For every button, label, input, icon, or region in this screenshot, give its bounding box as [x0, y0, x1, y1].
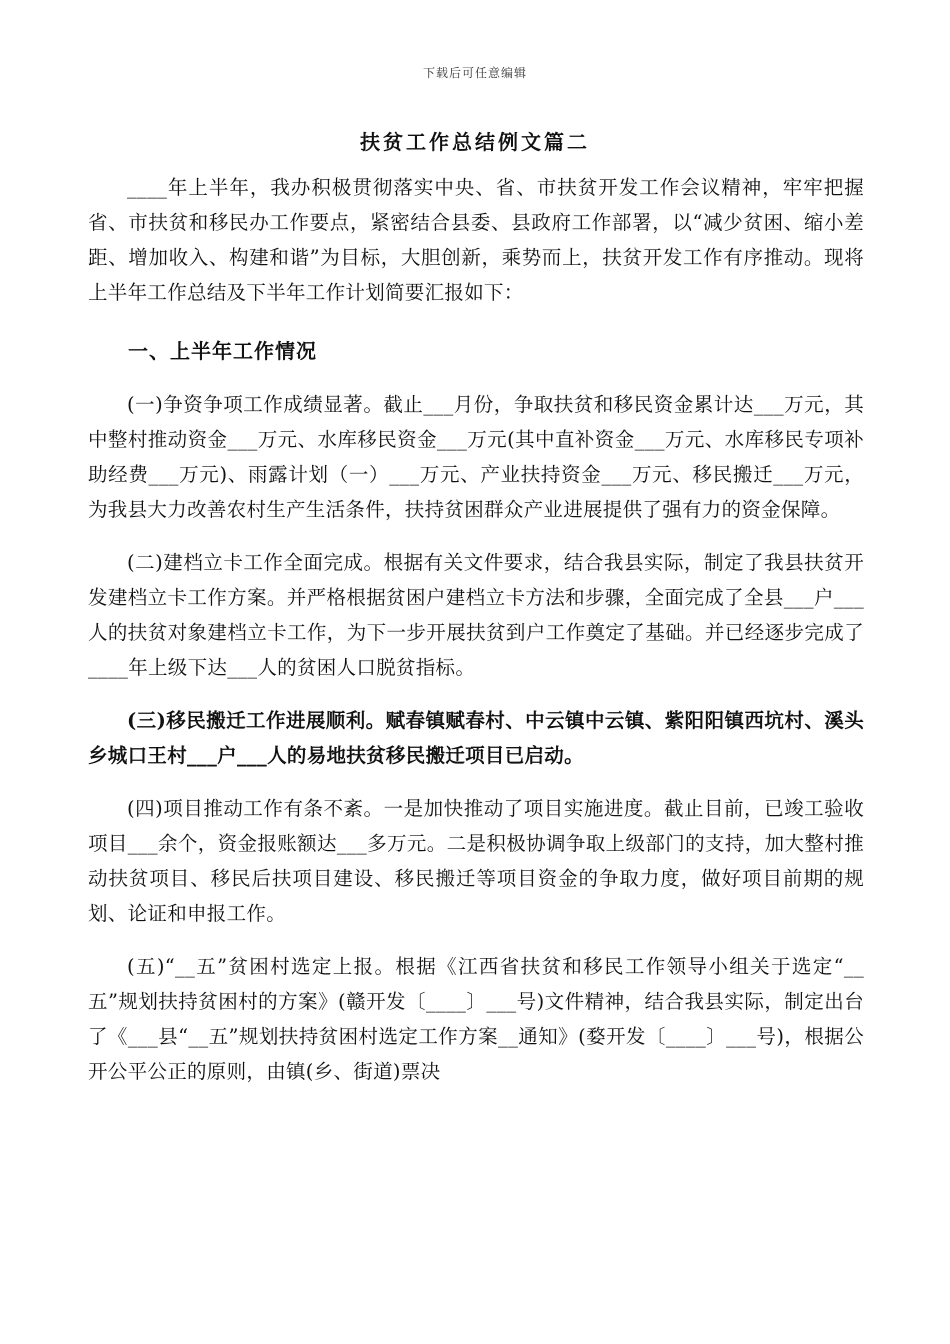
paragraph-item-5: (五)“__五”贫困村选定上报。根据《江西省扶贫和移民工作领导小组关于选定“__五”规划扶持贫困村的方案》(赣开发〔____〕___号)文件精神，结合我县实际，制定出台了《___县“__五”规划扶持贫困村选定工作方案__通知》(婺开发〔____〕___号)，根据公开公平公正的原则，由镇(乡、街道)票决 — [88, 955, 864, 1083]
paragraph-item-3: (三)移民搬迁工作进展顺利。赋春镇赋春村、中云镇中云镇、紫阳阳镇西坑村、溪头乡城口王村___户___人的易地扶贫移民搬迁项目已启动。 — [88, 709, 864, 767]
header-note: 下载后可任意编辑 — [422, 66, 527, 80]
paragraph-item-4: (四)项目推动工作有条不紊。一是加快推动了项目实施进度。截止目前，已竣工验收项目___余个，资金报账额达___多万元。二是积极协调争取上级部门的支持，加大整村推动扶贫项目、移民后扶项目建设、移民搬迁等项目资金的争取力度，做好项目前期的规划、论证和申报工作。 — [88, 797, 864, 925]
intro-paragraph: ____年上半年，我办积极贯彻落实中央、省、市扶贫开发工作会议精神，牢牢把握省、市扶贫和移民办工作要点，紧密结合县委、县政府工作部署，以“减少贫困、缩小差距、增加收入、构建和谐”为目标，大胆创新，乘势而上，扶贫开发工作有序推动。现将上半年工作总结及下半年工作计划简要汇报如下： — [88, 176, 864, 304]
section-heading: 一、上半年工作情况 — [128, 339, 317, 363]
paragraph-item-1: (一)争资争项工作成绩显著。截止___月份，争取扶贫和移民资金累计达___万元，其中整村推动资金___万元、水库移民资金___万元(其中直补资金___万元、水库移民专项补助经费___万元)、雨露计划（一）___万元、产业扶持资金___万元、移民搬迁___万元，为我县大力改善农村生产生活条件，扶持贫困群众产业进展提供了强有力的资金保障。 — [88, 393, 864, 521]
document-title: 扶贫工作总结例文篇二 — [360, 130, 590, 154]
document-body — [88, 170, 864, 1089]
paragraph-item-2: (二)建档立卡工作全面完成。根据有关文件要求，结合我县实际，制定了我县扶贫开发建档立卡工作方案。并严格根据贫困户建档立卡方法和步骤，全面完成了全县___户___人的扶贫对象建档立卡工作，为下一步开展扶贫到户工作奠定了基础。并已经逐步完成了____年上级下达___人的贫困人口脱贫指标。 — [88, 551, 864, 679]
